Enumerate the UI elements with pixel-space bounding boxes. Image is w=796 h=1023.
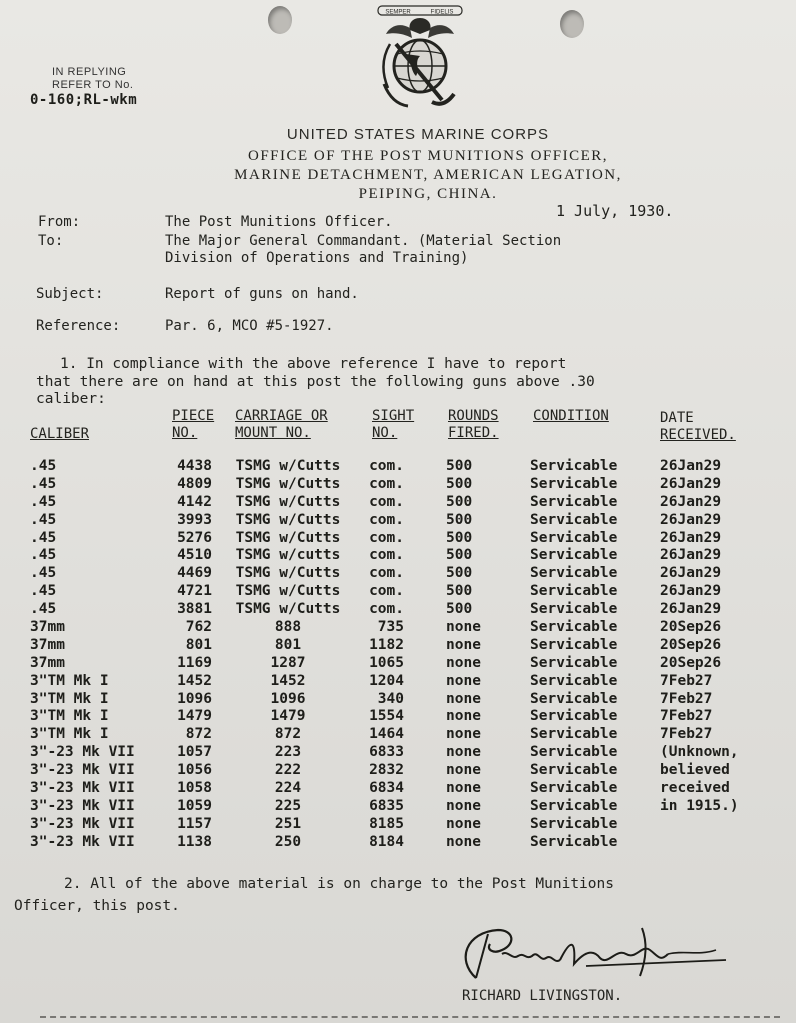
cell-condition: Servicable (530, 636, 618, 653)
cell-date-received: 26Jan29 (660, 583, 722, 600)
cell-piece-no: 4721 (177, 583, 212, 600)
cell-carriage-mount: TSMG w/Cutts (235, 511, 341, 528)
table-row (0, 530, 796, 548)
table-row (0, 547, 796, 565)
eagle-globe-anchor-emblem (370, 4, 470, 112)
cell-sight-no: 735 (377, 619, 404, 636)
cell-carriage-mount: 225 (274, 797, 302, 814)
cell-sight-no: 1554 (369, 708, 404, 725)
table-row (0, 834, 796, 852)
cell-date-received: 7Feb27 (660, 726, 713, 743)
cell-rounds-fired: 500 (446, 565, 473, 582)
cell-condition: Servicable (530, 780, 618, 797)
table-row (0, 583, 796, 601)
col-piece: PIECE NO. (172, 408, 215, 441)
table-row (0, 601, 796, 619)
cell-sight-no: com. (369, 493, 404, 510)
cell-date-received: (Unknown, (660, 744, 739, 761)
cell-rounds-fired: none (446, 690, 481, 707)
cell-carriage-mount: 250 (274, 833, 302, 850)
cell-rounds-fired: 500 (446, 529, 473, 546)
letterhead-city: PEIPING, CHINA. (358, 186, 498, 202)
cell-piece-no: 1157 (177, 815, 212, 832)
para2-line-1: 2. All of the above material is on charge to the Post Munitions (64, 876, 614, 892)
cell-piece-no: 4438 (177, 458, 212, 474)
cell-carriage-mount: 801 (274, 636, 302, 653)
cell-sight-no: com. (369, 547, 404, 564)
cell-caliber: .45 (30, 529, 57, 546)
signatory-name: RICHARD LIVINGSTON. (462, 988, 623, 1004)
cell-condition: Servicable (530, 690, 618, 707)
cell-condition: Servicable (530, 815, 618, 832)
cell-sight-no: com. (369, 565, 404, 582)
cell-rounds-fired: none (446, 636, 481, 653)
cell-piece-no: 4809 (177, 475, 212, 492)
cell-caliber: 37mm (30, 619, 65, 636)
cell-caliber: 3"TM Mk I (30, 672, 109, 689)
cell-sight-no: com. (369, 529, 404, 546)
reply-reference-block (30, 66, 138, 108)
letter-date: 1 July, 1930. (556, 202, 674, 220)
cell-caliber: 3"TM Mk I (30, 690, 109, 707)
cell-sight-no: 1182 (369, 636, 404, 653)
cell-caliber: 3"-23 Mk VII (30, 833, 135, 850)
table-row (0, 780, 796, 798)
cell-carriage-mount: TSMG w/Cutts (235, 529, 341, 546)
col-condition: CONDITION (533, 408, 609, 424)
cell-carriage-mount: TSMG w/Cutts (235, 583, 341, 600)
cell-date-received: 26Jan29 (660, 529, 722, 546)
table-row (0, 512, 796, 530)
cell-carriage-mount: TSMG w/Cutts (235, 601, 341, 618)
subject-value: Report of guns on hand. (165, 286, 359, 302)
to-value-line-1: The Major General Commandant. (Material Section (165, 233, 562, 249)
table-row (0, 762, 796, 780)
cell-sight-no: 6835 (369, 797, 404, 814)
cell-condition: Servicable (530, 511, 618, 528)
cell-piece-no: 4142 (177, 493, 212, 510)
reference-value: Par. 6, MCO #5-1927. (165, 318, 334, 334)
table-row (0, 619, 796, 637)
cell-condition: Servicable (530, 547, 618, 564)
cell-condition: Servicable (530, 475, 618, 492)
file-number: 0-160;RL-wkm (30, 92, 138, 108)
reply-line-1: IN REPLYING (52, 66, 127, 78)
para1-line-1: 1. In compliance with the above reference I have to report (60, 356, 567, 372)
cell-condition: Servicable (530, 797, 618, 814)
cell-carriage-mount: 222 (274, 762, 302, 779)
cell-rounds-fired: 500 (446, 583, 473, 600)
table-row (0, 708, 796, 726)
cell-piece-no: 4469 (177, 565, 212, 582)
cell-condition: Servicable (530, 654, 618, 671)
cell-caliber: .45 (30, 511, 57, 528)
cell-sight-no: 2832 (369, 762, 404, 779)
cell-caliber: 3"-23 Mk VII (30, 744, 135, 761)
cell-rounds-fired: none (446, 708, 481, 725)
cell-caliber: .45 (30, 458, 57, 474)
cell-carriage-mount: TSMG w/cutts (235, 547, 341, 564)
subject-label: Subject: (36, 286, 104, 302)
cell-sight-no: com. (369, 458, 404, 474)
cell-date-received: 26Jan29 (660, 511, 722, 528)
col-date: DATE RECEIVED. (660, 410, 736, 443)
cell-piece-no: 1096 (177, 690, 212, 707)
cell-piece-no: 801 (185, 636, 212, 653)
cell-piece-no: 1058 (177, 780, 212, 797)
para1-line-2: that there are on hand at this post the following guns above .30 (36, 374, 595, 390)
table-row (0, 458, 796, 476)
cell-condition: Servicable (530, 493, 618, 510)
para2-line-2: Officer, this post. (14, 898, 180, 914)
cell-sight-no: com. (369, 601, 404, 618)
cell-rounds-fired: none (446, 619, 481, 636)
cell-carriage-mount: TSMG w/Cutts (235, 458, 341, 474)
cell-date-received: received (660, 780, 730, 797)
col-caliber: CALIBER (30, 426, 90, 442)
cell-rounds-fired: none (446, 744, 481, 761)
cell-rounds-fired: 500 (446, 547, 473, 564)
cell-piece-no: 1479 (177, 708, 212, 725)
cell-carriage-mount: 1479 (270, 708, 306, 725)
cell-sight-no: com. (369, 511, 404, 528)
cell-date-received: 20Sep26 (660, 619, 722, 636)
cell-sight-no: 1464 (369, 726, 404, 743)
guns-table (0, 458, 796, 852)
cell-rounds-fired: 500 (446, 458, 473, 474)
motto-fidelis: FIDELIS (430, 9, 454, 16)
cell-rounds-fired: none (446, 815, 481, 832)
table-row (0, 655, 796, 673)
cell-condition: Servicable (530, 565, 618, 582)
col-rounds: ROUNDS FIRED. (448, 408, 499, 441)
cell-rounds-fired: 500 (446, 511, 473, 528)
reference-label: Reference: (36, 318, 121, 334)
cell-condition: Servicable (530, 833, 618, 850)
table-row (0, 476, 796, 494)
cell-date-received: 26Jan29 (660, 547, 722, 564)
table-row (0, 637, 796, 655)
cell-date-received: 26Jan29 (660, 458, 722, 474)
cell-piece-no: 1057 (177, 744, 212, 761)
cell-carriage-mount: 1452 (270, 672, 306, 689)
cell-rounds-fired: none (446, 672, 481, 689)
cell-piece-no: 1059 (177, 797, 212, 814)
cell-carriage-mount: 223 (274, 744, 302, 761)
cell-caliber: .45 (30, 475, 57, 492)
cell-condition: Servicable (530, 744, 618, 761)
cell-condition: Servicable (530, 601, 618, 618)
punch-hole-left (268, 6, 292, 34)
cell-rounds-fired: none (446, 762, 481, 779)
table-row (0, 691, 796, 709)
table-row (0, 744, 796, 762)
cell-carriage-mount: 1287 (270, 654, 306, 671)
letterhead-corps: UNITED STATES MARINE CORPS (286, 126, 550, 143)
cell-carriage-mount: 224 (274, 780, 302, 797)
cell-date-received: 26Jan29 (660, 493, 722, 510)
table-row (0, 798, 796, 816)
cell-caliber: 3"TM Mk I (30, 708, 109, 725)
cell-caliber: 3"-23 Mk VII (30, 780, 135, 797)
to-label: To: (38, 233, 64, 249)
table-row (0, 673, 796, 691)
cell-condition: Servicable (530, 762, 618, 779)
cell-condition: Servicable (530, 708, 618, 725)
table-row (0, 726, 796, 744)
cell-piece-no: 1169 (177, 654, 212, 671)
cell-sight-no: com. (369, 583, 404, 600)
cell-sight-no: 8185 (369, 815, 404, 832)
cell-condition: Servicable (530, 529, 618, 546)
cell-rounds-fired: 500 (446, 493, 473, 510)
cell-date-received: 7Feb27 (660, 672, 713, 689)
cell-carriage-mount: 251 (274, 815, 302, 832)
table-row (0, 494, 796, 512)
table-row (0, 816, 796, 834)
cell-carriage-mount: TSMG w/Cutts (235, 493, 341, 510)
cell-caliber: .45 (30, 493, 57, 510)
cell-piece-no: 3881 (177, 601, 212, 618)
cell-caliber: .45 (30, 601, 57, 618)
letterhead-detachment: MARINE DETACHMENT, AMERICAN LEGATION, (234, 167, 622, 183)
to-value-line-2: Division of Operations and Training) (165, 250, 469, 266)
cell-date-received: 26Jan29 (660, 601, 722, 618)
cell-caliber: 37mm (30, 654, 65, 671)
cell-caliber: 37mm (30, 636, 65, 653)
cell-carriage-mount: 872 (274, 726, 302, 743)
cell-sight-no: 6834 (369, 780, 404, 797)
cell-sight-no: 1065 (369, 654, 404, 671)
cell-piece-no: 872 (185, 726, 212, 743)
letterhead-office: OFFICE OF THE POST MUNITIONS OFFICER, (248, 148, 608, 164)
cell-rounds-fired: none (446, 654, 481, 671)
cell-piece-no: 3993 (177, 511, 212, 528)
cell-piece-no: 4510 (177, 547, 212, 564)
cell-date-received: 7Feb27 (660, 690, 713, 707)
cell-date-received: in 1915.) (660, 797, 739, 814)
cell-caliber: .45 (30, 583, 57, 600)
table-row (0, 565, 796, 583)
from-label: From: (38, 214, 81, 230)
punch-hole-right (560, 10, 584, 38)
cell-rounds-fired: none (446, 726, 481, 743)
cell-caliber: 3"-23 Mk VII (30, 815, 135, 832)
cell-piece-no: 762 (185, 619, 212, 636)
cell-sight-no: 1204 (369, 672, 404, 689)
from-value: The Post Munitions Officer. (165, 214, 393, 230)
cell-date-received: 7Feb27 (660, 708, 713, 725)
cell-condition: Servicable (530, 583, 618, 600)
cell-rounds-fired: 500 (446, 475, 473, 492)
cell-caliber: .45 (30, 547, 57, 564)
cell-piece-no: 1056 (177, 762, 212, 779)
cell-sight-no: 8184 (369, 833, 404, 850)
cell-caliber: 3"-23 Mk VII (30, 797, 135, 814)
reply-line-2: REFER TO No. (52, 79, 134, 91)
cell-rounds-fired: none (446, 797, 481, 814)
cell-piece-no: 1452 (177, 672, 212, 689)
cell-condition: Servicable (530, 458, 618, 474)
cell-sight-no: 6833 (369, 744, 404, 761)
cell-caliber: .45 (30, 565, 57, 582)
cell-piece-no: 5276 (177, 529, 212, 546)
cell-sight-no: com. (369, 475, 404, 492)
motto-semper: SEMPER (385, 9, 411, 16)
cell-condition: Servicable (530, 619, 618, 636)
cell-caliber: 3"-23 Mk VII (30, 762, 135, 779)
cell-carriage-mount: 1096 (270, 690, 306, 707)
cell-sight-no: 340 (377, 690, 404, 707)
cell-piece-no: 1138 (177, 833, 212, 850)
cell-condition: Servicable (530, 672, 618, 689)
cell-condition: Servicable (530, 726, 618, 743)
cell-rounds-fired: none (446, 780, 481, 797)
cell-caliber: 3"TM Mk I (30, 726, 109, 743)
col-carriage: CARRIAGE OR MOUNT NO. (235, 408, 328, 441)
cell-carriage-mount: 888 (274, 619, 302, 636)
bottom-dashed-rule (40, 1016, 780, 1018)
cell-date-received: 20Sep26 (660, 636, 722, 653)
cell-date-received: 26Jan29 (660, 565, 722, 582)
col-sight: SIGHT NO. (372, 408, 415, 441)
cell-date-received: 26Jan29 (660, 475, 722, 492)
para1-line-3: caliber: (36, 391, 106, 407)
cell-carriage-mount: TSMG w/Cutts (235, 565, 341, 582)
cell-rounds-fired: 500 (446, 601, 473, 618)
cell-rounds-fired: none (446, 833, 481, 850)
cell-date-received: 20Sep26 (660, 654, 722, 671)
cell-date-received: believed (660, 762, 730, 779)
cell-carriage-mount: TSMG w/Cutts (235, 475, 341, 492)
